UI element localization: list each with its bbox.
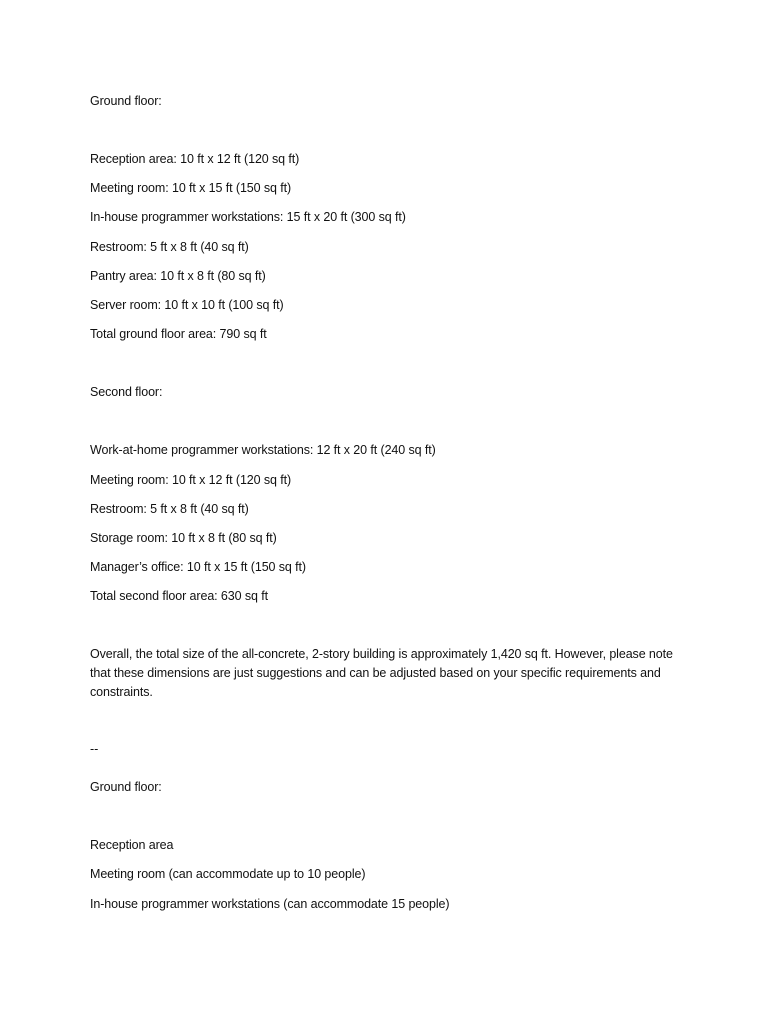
second-floor-item-storage: Storage room: 10 ft x 8 ft (80 sq ft) bbox=[90, 531, 277, 545]
ground-floor-heading: Ground floor: bbox=[90, 94, 162, 108]
ground-floor-2-item-reception: Reception area bbox=[90, 838, 174, 852]
ground-floor-item-pantry: Pantry area: 10 ft x 8 ft (80 sq ft) bbox=[90, 269, 266, 283]
ground-floor-2-item-meeting-room: Meeting room (can accommodate up to 10 people) bbox=[90, 867, 366, 881]
ground-floor-item-reception: Reception area: 10 ft x 12 ft (120 sq ft) bbox=[90, 152, 300, 166]
ground-floor-item-workstations: In-house programmer workstations: 15 ft x 20 ft (300 sq ft) bbox=[90, 210, 406, 224]
ground-floor-heading-2: Ground floor: bbox=[90, 780, 162, 794]
second-floor-item-restroom: Restroom: 5 ft x 8 ft (40 sq ft) bbox=[90, 502, 249, 516]
ground-floor-item-server-room: Server room: 10 ft x 10 ft (100 sq ft) bbox=[90, 298, 284, 312]
second-floor-item-workstations: Work-at-home programmer workstations: 12 ft x 20 ft (240 sq ft) bbox=[90, 443, 436, 457]
ground-floor-item-restroom: Restroom: 5 ft x 8 ft (40 sq ft) bbox=[90, 240, 249, 254]
ground-floor-item-meeting-room: Meeting room: 10 ft x 15 ft (150 sq ft) bbox=[90, 181, 292, 195]
second-floor-total: Total second floor area: 630 sq ft bbox=[90, 589, 268, 603]
ground-floor-2-item-workstations: In-house programmer workstations (can accommodate 15 people) bbox=[90, 897, 450, 911]
separator: -- bbox=[90, 742, 99, 756]
second-floor-item-meeting-room: Meeting room: 10 ft x 12 ft (120 sq ft) bbox=[90, 473, 292, 487]
ground-floor-total: Total ground floor area: 790 sq ft bbox=[90, 327, 267, 341]
second-floor-item-manager-office: Manager’s office: 10 ft x 15 ft (150 sq ft) bbox=[90, 560, 306, 574]
second-floor-heading: Second floor: bbox=[90, 385, 163, 399]
summary-paragraph: Overall, the total size of the all-concrete, 2-story building is approximately 1,420 sq ft. However, please note that these dimensions are just suggestions and can be adjusted based on your specific requirements and constraints. bbox=[90, 647, 673, 699]
